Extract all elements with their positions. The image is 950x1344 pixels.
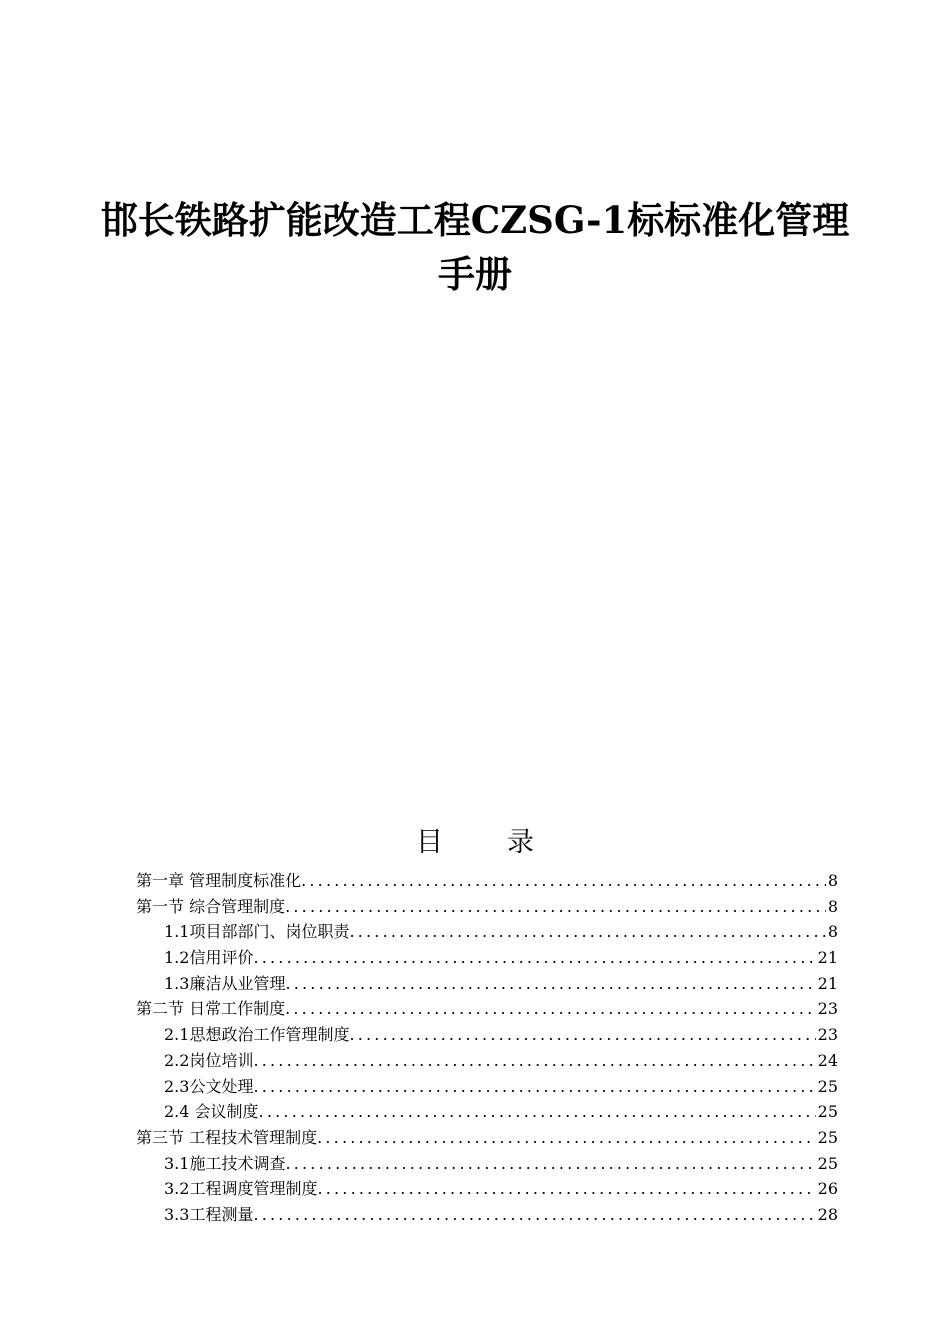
toc-entry[interactable] xyxy=(136,1099,838,1125)
toc-leader-dots xyxy=(285,996,816,1022)
toc-leader-dots xyxy=(349,1022,815,1048)
toc-leader-dots xyxy=(317,1125,816,1151)
toc-entry-page: 8 xyxy=(827,922,838,942)
toc-leader-dots xyxy=(285,971,815,997)
toc-leader-dots xyxy=(285,894,826,920)
toc-entry[interactable] xyxy=(136,919,838,945)
toc-leader-dots xyxy=(349,919,825,945)
toc-leader-dots xyxy=(253,1202,815,1228)
toc-entry[interactable] xyxy=(136,1022,838,1048)
toc-entry-label: 3.2工程调度管理制度 xyxy=(164,1179,318,1199)
toc-entry-page: 25 xyxy=(817,1076,838,1096)
toc-entry[interactable] xyxy=(136,971,838,997)
toc-heading-left: 目 xyxy=(416,827,443,858)
document-title-line-2: 手册 xyxy=(438,252,512,296)
toc-entry-label: 第一节 综合管理制度 xyxy=(136,896,286,916)
toc-entry[interactable] xyxy=(136,1074,838,1100)
toc-heading xyxy=(0,826,950,860)
toc-leader-dots xyxy=(285,1151,815,1177)
toc-entry-label: 3.3工程测量 xyxy=(164,1204,254,1224)
toc-leader-dots xyxy=(259,1099,816,1125)
table-of-contents xyxy=(136,868,838,1228)
toc-heading-right: 录 xyxy=(507,827,534,858)
document-title-line-1: 邯长铁路扩能改造工程CZSG-1标标准化管理 xyxy=(100,198,850,242)
toc-leader-dots xyxy=(253,1074,815,1100)
toc-entry-label: 2.4 会议制度 xyxy=(164,1102,259,1122)
toc-entry-label: 第三节 工程技术管理制度 xyxy=(136,1127,318,1147)
toc-entry-label: 1.1项目部部门、岗位职责 xyxy=(164,922,350,942)
toc-leader-dots xyxy=(317,1176,815,1202)
toc-entry[interactable] xyxy=(136,1125,838,1151)
toc-entry-page: 8 xyxy=(827,896,838,916)
toc-entry-label: 2.3公文处理 xyxy=(164,1076,254,1096)
toc-entry-label: 2.2岗位培训 xyxy=(164,1050,254,1070)
toc-entry-label: 第二节 日常工作制度 xyxy=(136,999,286,1019)
toc-entry-page: 25 xyxy=(817,1153,838,1173)
toc-entry-label: 第一章 管理制度标准化 xyxy=(136,871,302,890)
toc-entry[interactable] xyxy=(136,894,838,920)
toc-entry[interactable] xyxy=(136,1202,838,1228)
toc-entry[interactable] xyxy=(136,1048,838,1074)
toc-entry-page: 21 xyxy=(817,948,838,968)
toc-entry-page: 21 xyxy=(817,973,838,993)
toc-entry-page: 24 xyxy=(817,1050,838,1070)
toc-leader-dots xyxy=(253,945,815,971)
toc-entry-page: 23 xyxy=(817,999,838,1019)
toc-entry-label: 3.1施工技术调查 xyxy=(164,1153,286,1173)
toc-entry[interactable] xyxy=(136,945,838,971)
toc-entry-page: 23 xyxy=(817,1025,838,1045)
toc-entry-page: 26 xyxy=(817,1179,838,1199)
toc-leader-dots xyxy=(301,868,826,894)
toc-entry[interactable] xyxy=(136,1151,838,1177)
toc-entry-page: 8 xyxy=(827,871,838,890)
toc-entry-label: 1.2信用评价 xyxy=(164,948,254,968)
toc-entry[interactable] xyxy=(136,996,838,1022)
toc-entry-page: 25 xyxy=(817,1102,838,1122)
toc-entry[interactable] xyxy=(136,868,838,894)
toc-leader-dots xyxy=(253,1048,815,1074)
toc-entry-page: 28 xyxy=(817,1204,838,1224)
toc-entry-label: 2.1思想政治工作管理制度 xyxy=(164,1025,350,1045)
toc-entry-label: 1.3廉洁从业管理 xyxy=(164,973,286,993)
toc-entry-page: 25 xyxy=(817,1127,838,1147)
toc-entry[interactable] xyxy=(136,1176,838,1202)
